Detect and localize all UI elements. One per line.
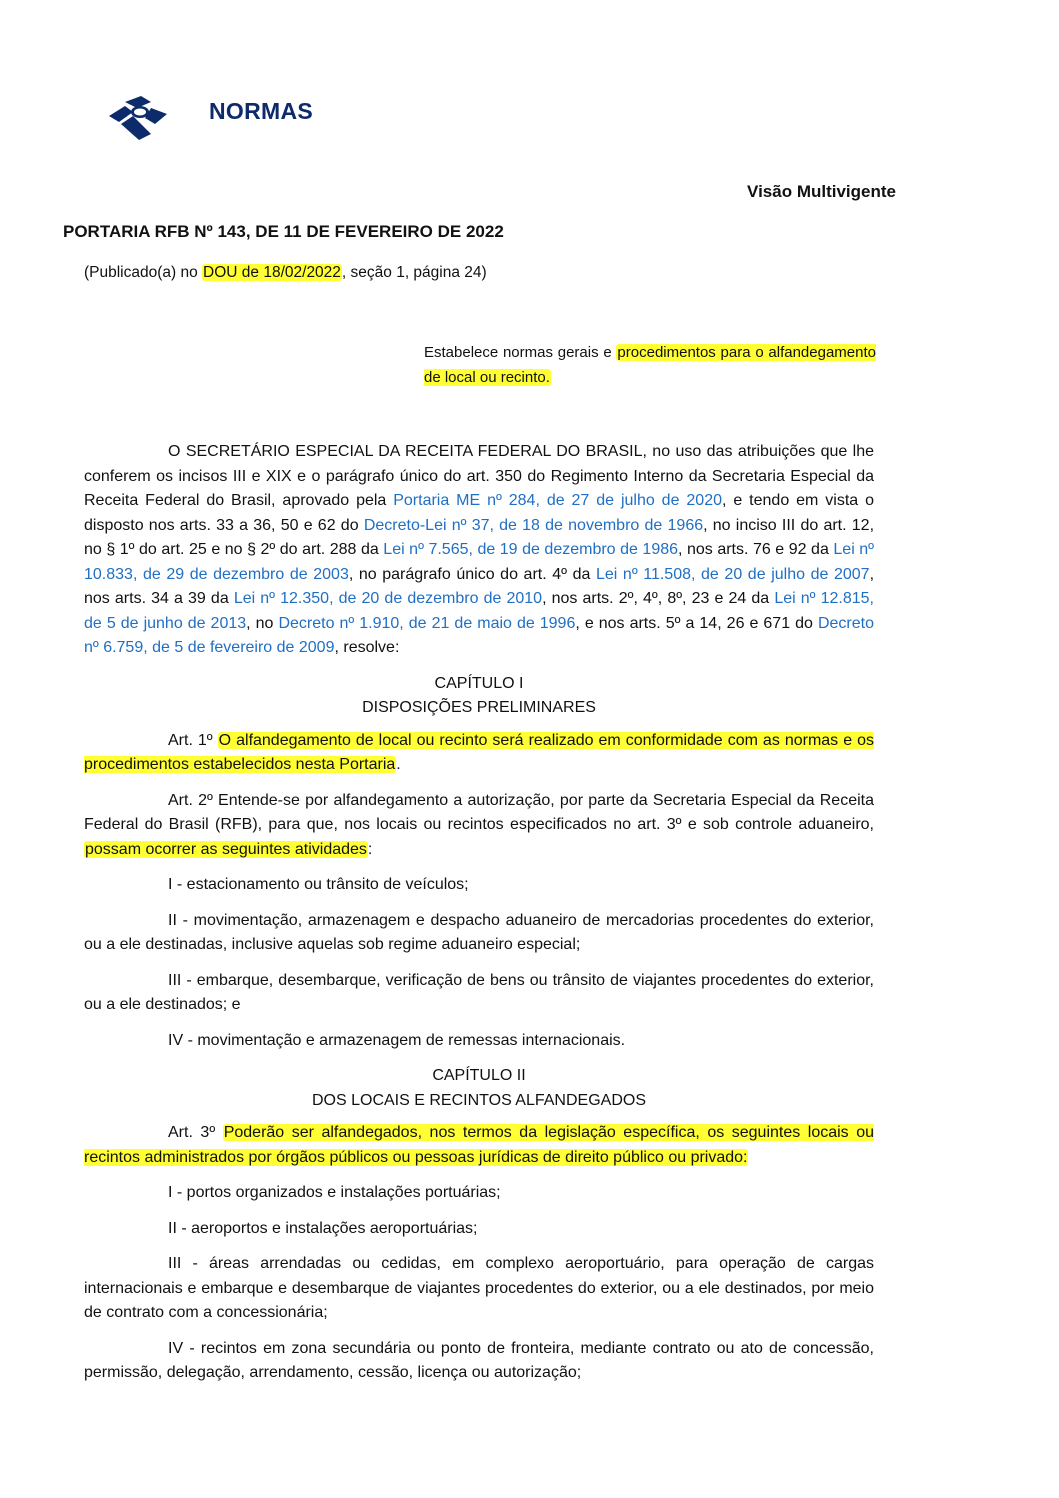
- link-lei-12350[interactable]: Lei nº 12.350, de 20 de dezembro de 2010: [233, 590, 543, 607]
- preamble-text: , nos arts. 34 a 39 da: [84, 565, 875, 607]
- link-decreto-lei-37[interactable]: Decreto-Lei nº 37, de 18 de novembro de 1966: [363, 516, 704, 534]
- link-portaria-me-284[interactable]: Portaria ME nº 284, de 27 de julho de 2020: [393, 492, 722, 509]
- article-3-item: IV - recintos em zona secundária ou ponto de fronteira, mediante contrato ou ato de concessão, permissão, delegação, arrendamento, cessão, licença ou autorização;: [84, 1339, 874, 1381]
- link-lei-10833[interactable]: Lei nº 10.833, de 29 de dezembro de 2003: [84, 541, 875, 583]
- article-2-item: III - embarque, desembarque, verificação de bens ou trânsito de viajantes procedentes do exterior, ou a ele destinados; e: [84, 971, 874, 1013]
- summary-text: Estabelece normas gerais e: [424, 344, 617, 361]
- header: [107, 94, 171, 140]
- preamble-text: O SECRETÁRIO ESPECIAL DA RECEITA FEDERAL DO BRASIL, no uso das atribuições que lhe conferem os incisos III e XIX e o parágrafo único do art. 350 do Regimento Interno da Secretaria Especial da Receita Federal do Brasil, aprovado pela: [84, 443, 874, 509]
- chapter-title: DOS LOCAIS E RECINTOS ALFANDEGADOS: [311, 1091, 646, 1109]
- article-2: [84, 789, 874, 863]
- link-lei-12815[interactable]: Lei nº 12.815, de 5 de junho de 2013: [84, 590, 874, 632]
- vision-label: Visão Multivigente: [747, 182, 896, 201]
- article-3-item: I - portos organizados e instalações portuárias;: [168, 1184, 501, 1201]
- brand-title: NORMAS: [209, 98, 314, 124]
- article-3-item: II - aeroportos e instalações aeroportuárias;: [168, 1219, 478, 1237]
- preamble-text: , no parágrafo único do art. 4º da: [348, 565, 596, 583]
- link-lei-11508[interactable]: Lei nº 11.508, de 20 de julho de 2007: [595, 565, 870, 583]
- preamble-text: , nos arts. 2º, 4º, 8º, 23 e 24 da: [542, 590, 775, 607]
- article-label: Art. 1º: [168, 731, 218, 749]
- link-decreto-6759[interactable]: Decreto nº 6.759, de 5 de fevereiro de 2009: [84, 614, 874, 656]
- document-title: PORTARIA RFB Nº 143, DE 11 DE FEVEREIRO DE 2022: [63, 222, 504, 241]
- receita-federal-logo-icon: [107, 94, 171, 140]
- preamble-text: , no inciso III do art. 12, no § 1º do art. 25 e no § 2º do art. 288 da: [84, 516, 875, 558]
- preamble-text: , nos arts. 76 e 92 da: [678, 541, 834, 558]
- article-1-highlight: O alfandegamento de local ou recinto será realizado em conformidade com as normas e os procedimentos estabelecidos nesta Portaria: [84, 731, 874, 773]
- article-2-item: I - estacionamento ou trânsito de veículos;: [168, 876, 469, 893]
- summary-highlight: procedimentos para o alfandegamento de local ou recinto.: [424, 344, 876, 386]
- chapter-title: DISPOSIÇÕES PRELIMINARES: [362, 699, 596, 716]
- article-3-item: III - áreas arrendadas ou cedidas, em complexo aeroportuário, para operação de cargas internacionais e embarque e desembarque de viajantes procedentes do exterior, ou a ele destinados, por meio de contrato com a concessionária;: [84, 1255, 874, 1321]
- article-2-text: Art. 2º Entende-se por alfandegamento a autorização, por parte da Secretaria Especial da Receita Federal do Brasil (RFB), para que, nos locais ou recintos especificados no art. 3º e sob controle aduaneiro,: [84, 791, 874, 833]
- preamble-text: , e tendo em vista o disposto nos arts. 33 a 36, 50 e 62 do: [84, 492, 875, 534]
- preamble-text: , no: [246, 614, 279, 632]
- article-3-highlight: Poderão ser alfandegados, nos termos da legislação específica, os seguintes locais ou recintos administrados por órgãos públicos ou pessoas jurídicas de direito público ou privado:: [84, 1124, 875, 1166]
- article-end: :: [367, 840, 373, 858]
- article-2-item: II - movimentação, armazenagem e despacho aduaneiro de mercadorias procedentes do exterior, ou a ele destinadas, inclusive aquelas sob regime aduaneiro especial;: [84, 911, 874, 953]
- link-decreto-1910[interactable]: Decreto nº 1.910, de 21 de maio de 1996: [278, 614, 576, 632]
- publication-suffix: , seção 1, página 24): [341, 264, 487, 281]
- article-end: .: [396, 756, 401, 773]
- publication-prefix: (Publicado(a) no: [84, 264, 203, 281]
- preamble-text: , e nos arts. 5º a 14, 26 e 671 do: [575, 614, 818, 632]
- chapter-2-heading: [84, 1064, 874, 1113]
- chapter-label: CAPÍTULO I: [434, 674, 524, 692]
- document-summary: [424, 340, 876, 390]
- link-lei-7565[interactable]: Lei nº 7.565, de 19 de dezembro de 1986: [383, 541, 679, 558]
- chapter-1-heading: [84, 672, 874, 721]
- article-2-highlight: possam ocorrer as seguintes atividades: [85, 840, 367, 858]
- preamble-text: , resolve:: [334, 639, 400, 656]
- document-body: [84, 440, 874, 1397]
- article-1: [84, 729, 874, 778]
- article-label: Art. 3º: [168, 1124, 223, 1141]
- chapter-label: CAPÍTULO II: [432, 1067, 526, 1084]
- article-2-item: IV - movimentação e armazenagem de remessas internacionais.: [168, 1031, 626, 1049]
- article-3: [84, 1121, 874, 1170]
- preamble: [84, 440, 874, 661]
- publication-date-highlight: DOU de 18/02/2022: [203, 264, 341, 281]
- publication-info: [84, 264, 487, 282]
